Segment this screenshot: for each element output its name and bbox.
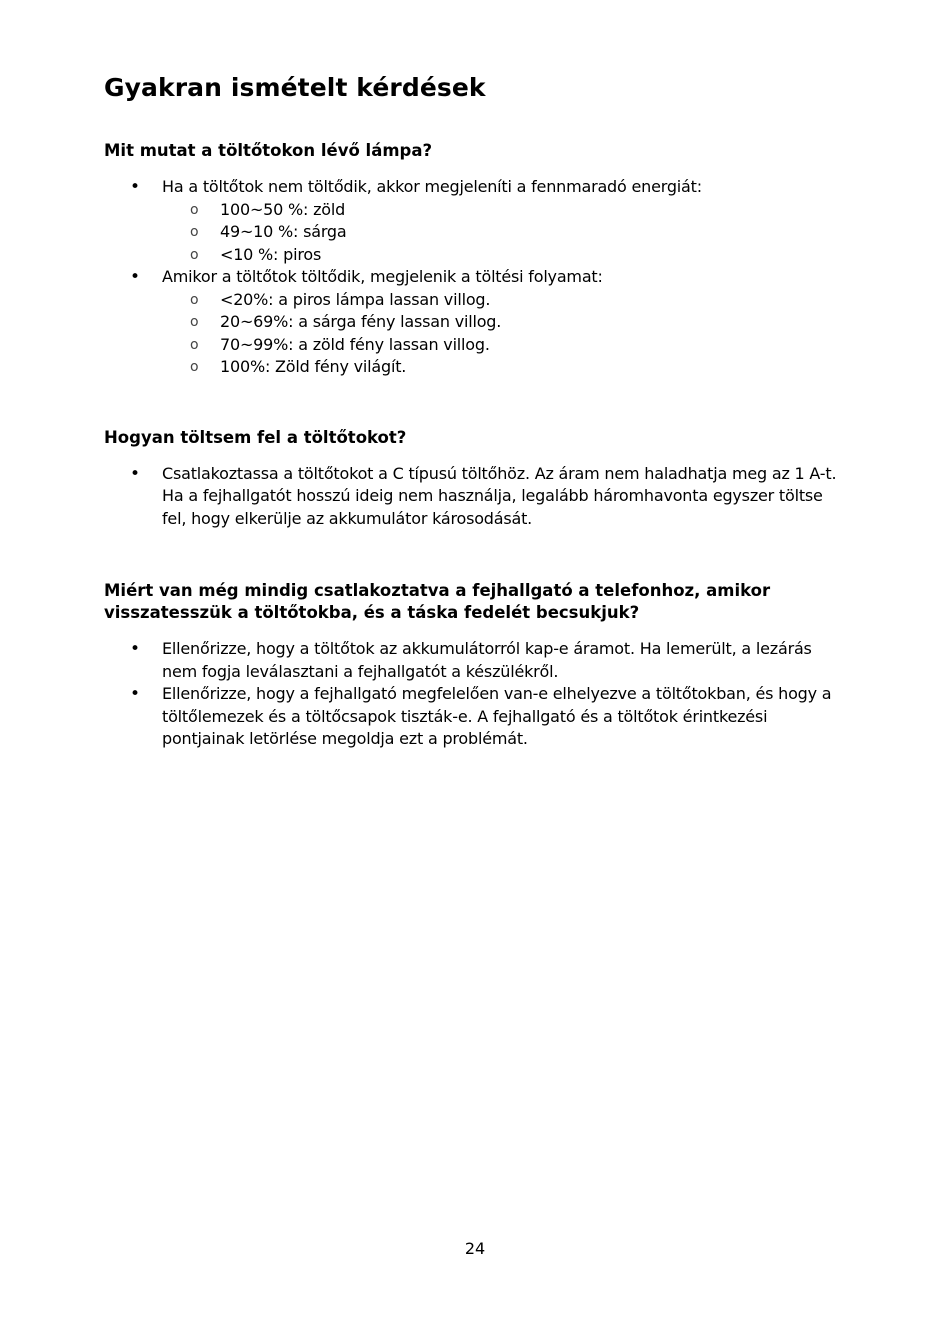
page-title: Gyakran ismételt kérdések [104,73,486,102]
list-item [104,266,844,379]
answer-list [104,638,844,751]
list-item-text: Ha a töltőtok nem töltődik, akkor megjeleníti a fennmaradó energiát: [162,177,702,196]
sub-list-item [162,199,844,222]
faq-question: Mit mutat a töltőtokon lévő lámpa? [104,141,433,160]
circle-bullet-icon: o [190,291,199,308]
circle-bullet-icon: o [190,314,199,330]
circle-bullet-icon: o [190,359,199,375]
sub-list-item-text: 100%: Zöld fény világít. [220,357,407,376]
page-content [104,72,844,751]
sub-list-item-text: <10 %: piros [220,244,322,264]
list-item-text: Amikor a töltőtok töltődik, megjelenik a töltési folyamat: [162,267,603,286]
sub-list-item-text: 49~10 %: sárga [220,222,347,241]
bullet-icon: • [130,267,140,287]
circle-bullet-icon: o [190,201,199,218]
bullet-icon: • [130,639,140,659]
circle-bullet-icon: o [190,246,199,263]
sub-list-item [162,334,844,357]
sub-list [162,199,844,267]
answer-list [104,463,844,531]
sub-list [162,289,844,379]
sub-list-item-text: 70~99%: a zöld fény lassan villog. [220,334,490,354]
list-item [104,463,844,531]
page-number: 24 [464,1239,486,1258]
sub-list-item-text: <20%: a piros lámpa lassan villog. [220,289,491,309]
answer-list [104,176,844,379]
faq-section-charging-case-light [104,140,844,379]
circle-bullet-icon: o [190,224,199,240]
sub-list-item [162,356,844,379]
list-item [104,638,844,683]
list-item-text: Csatlakoztassa a töltőtokot a C típusú töltőhöz. Az áram nem haladhatja meg az 1 A-t. Ha a fejhallgatót hosszú ideig nem használja, legalább háromhavonta egyszer töltse fel, hogy elkerülje az akkumulátor károsodását. [162,463,837,528]
faq-question: Miért van még mindig csatlakoztatva a fejhallgató a telefonhoz, amikor visszatesszük a töltőtokba, és a táska fedelét becsukjuk? [104,581,771,622]
circle-bullet-icon: o [190,336,199,353]
list-item-text: Ellenőrizze, hogy a töltőtok az akkumulátorról kap-e áramot. Ha lemerült, a lezárás nem fogja leválasztani a fejhallgatót a készülékről. [162,639,812,681]
faq-question: Hogyan töltsem fel a töltőtokot? [104,427,407,447]
sub-list-item [162,311,844,334]
sub-list-item-text: 100~50 %: zöld [220,199,346,219]
sub-list-item [162,244,844,267]
list-item [104,176,844,266]
sub-list-item [162,289,844,312]
list-item-text: Ellenőrizze, hogy a fejhallgató megfelelően van-e elhelyezve a töltőtokban, és hogy a töltőlemezek és a töltőcsapok tiszták-e. A fejhallgató és a töltőtok érintkezési pontjainak letörlése megoldja ezt a problémát. [162,684,832,748]
bullet-icon: • [130,177,140,197]
list-item [104,683,844,751]
sub-list-item-text: 20~69%: a sárga fény lassan villog. [220,312,502,331]
bullet-icon: • [130,463,140,484]
faq-section-charging [104,427,844,531]
faq-section-still-connected [104,580,844,751]
bullet-icon: • [130,684,140,704]
sub-list-item [162,221,844,244]
